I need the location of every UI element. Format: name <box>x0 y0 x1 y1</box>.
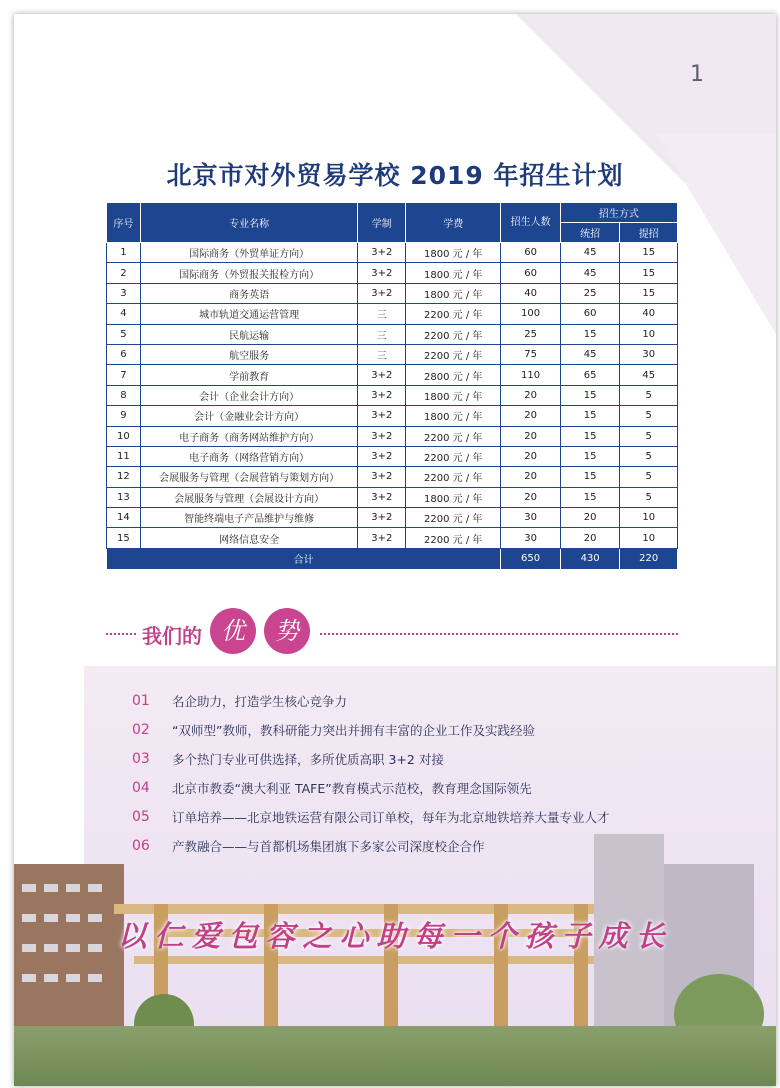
cell-major: 城市轨道交通运营管理 <box>140 304 358 324</box>
cell-unified: 15 <box>560 324 620 344</box>
cell-fee: 1800 元 / 年 <box>406 487 501 507</box>
brochure-sheet <box>14 14 776 1086</box>
advantage-text: 多个热门专业可供选择，多所优质高职 3+2 对接 <box>172 751 444 767</box>
advantage-text: “双师型”教师，教科研能力突出并拥有丰富的企业工作及实践经验 <box>172 722 535 738</box>
table-row <box>107 446 678 466</box>
cell-no: 6 <box>107 344 141 364</box>
highlight-circle-2: 势 <box>264 608 310 654</box>
cell-enroll: 20 <box>501 487 561 507</box>
table-row <box>107 406 678 426</box>
cell-enroll: 60 <box>501 243 561 263</box>
cell-fee: 1800 元 / 年 <box>406 406 501 426</box>
cell-selective: 10 <box>620 324 678 344</box>
cell-no: 9 <box>107 406 141 426</box>
cell-unified: 20 <box>560 528 620 548</box>
cell-major: 网络信息安全 <box>140 528 358 548</box>
advantage-item <box>132 802 610 831</box>
window <box>22 884 36 892</box>
advantage-text: 订单培养——北京地铁运营有限公司订单校，每年为北京地铁培养大量专业人才 <box>172 809 610 825</box>
advantages-list <box>132 686 610 860</box>
enrollment-table <box>106 202 678 570</box>
highlight-circle-1: 优 <box>210 608 256 654</box>
advantage-number: 03 <box>132 750 150 767</box>
cell-no: 13 <box>107 487 141 507</box>
cell-unified: 45 <box>560 243 620 263</box>
advantage-number: 04 <box>132 779 150 796</box>
cell-major: 会计（金融业会计方向） <box>140 406 358 426</box>
table-row <box>107 508 678 528</box>
cell-fee: 2800 元 / 年 <box>406 365 501 385</box>
advantage-number: 01 <box>132 692 150 709</box>
cell-duration: 3+2 <box>358 243 406 263</box>
advantage-item <box>132 773 610 802</box>
cell-fee: 1800 元 / 年 <box>406 263 501 283</box>
total-enroll: 650 <box>501 548 561 569</box>
cell-unified: 25 <box>560 283 620 303</box>
cell-duration: 3+2 <box>358 426 406 446</box>
cell-enroll: 30 <box>501 508 561 528</box>
cell-enroll: 20 <box>501 385 561 405</box>
table-row <box>107 283 678 303</box>
cell-no: 7 <box>107 365 141 385</box>
cell-duration: 三 <box>358 304 406 324</box>
slogan: 以仁爱包容之心助每一个孩子成长 <box>117 919 673 953</box>
cell-major: 商务英语 <box>140 283 358 303</box>
cell-unified: 65 <box>560 365 620 385</box>
cell-selective: 5 <box>620 406 678 426</box>
cell-unified: 15 <box>560 385 620 405</box>
dotted-divider-left <box>106 633 136 639</box>
header-no: 序号 <box>107 203 141 243</box>
cell-enroll: 30 <box>501 528 561 548</box>
cell-fee: 2200 元 / 年 <box>406 508 501 528</box>
advantage-item <box>132 686 610 715</box>
table-row <box>107 344 678 364</box>
advantage-text: 产教融合——与首都机场集团旗下多家公司深度校企合作 <box>172 838 485 854</box>
table-row <box>107 324 678 344</box>
advantage-text: 北京市教委“澳大利亚 TAFE”教育模式示范校，教育理念国际领先 <box>172 780 532 796</box>
page-title: 北京市对外贸易学校 2019 年招生计划 <box>166 161 624 190</box>
cell-unified: 15 <box>560 426 620 446</box>
cell-enroll: 110 <box>501 365 561 385</box>
window <box>44 974 58 982</box>
cell-duration: 三 <box>358 344 406 364</box>
advantage-number: 05 <box>132 808 150 825</box>
cell-no: 4 <box>107 304 141 324</box>
window <box>44 884 58 892</box>
table-row <box>107 487 678 507</box>
cell-duration: 3+2 <box>358 528 406 548</box>
total-label: 合计 <box>107 548 501 569</box>
advantages-title: 我们的 <box>142 624 202 648</box>
cell-unified: 15 <box>560 467 620 487</box>
cell-selective: 30 <box>620 344 678 364</box>
cell-major: 电子商务（网络营销方向） <box>140 446 358 466</box>
advantage-item <box>132 715 610 744</box>
dotted-divider-right <box>320 633 678 639</box>
advantages-heading <box>14 612 776 658</box>
cell-enroll: 20 <box>501 426 561 446</box>
cell-no: 11 <box>107 446 141 466</box>
cell-unified: 45 <box>560 263 620 283</box>
header-enroll: 招生人数 <box>501 203 561 243</box>
header-fee: 学费 <box>406 203 501 243</box>
cell-no: 2 <box>107 263 141 283</box>
cell-fee: 2200 元 / 年 <box>406 324 501 344</box>
cell-duration: 3+2 <box>358 446 406 466</box>
cell-unified: 15 <box>560 446 620 466</box>
cell-unified: 15 <box>560 406 620 426</box>
table-row <box>107 467 678 487</box>
cell-selective: 5 <box>620 446 678 466</box>
cell-enroll: 100 <box>501 304 561 324</box>
cell-fee: 2200 元 / 年 <box>406 528 501 548</box>
cell-duration: 3+2 <box>358 385 406 405</box>
cell-duration: 3+2 <box>358 508 406 528</box>
cell-major: 国际商务（外贸单证方向） <box>140 243 358 263</box>
advantage-number: 06 <box>132 837 150 854</box>
cell-fee: 1800 元 / 年 <box>406 243 501 263</box>
cell-enroll: 20 <box>501 406 561 426</box>
table-row <box>107 365 678 385</box>
table-row <box>107 385 678 405</box>
pergola-beam <box>114 904 594 914</box>
cell-duration: 3+2 <box>358 263 406 283</box>
cell-unified: 45 <box>560 344 620 364</box>
cell-duration: 3+2 <box>358 365 406 385</box>
total-row <box>107 548 678 569</box>
cell-no: 3 <box>107 283 141 303</box>
cell-fee: 1800 元 / 年 <box>406 283 501 303</box>
table-row <box>107 243 678 263</box>
table-row <box>107 304 678 324</box>
cell-no: 12 <box>107 467 141 487</box>
cell-major: 民航运输 <box>140 324 358 344</box>
cell-selective: 5 <box>620 426 678 446</box>
cell-enroll: 25 <box>501 324 561 344</box>
cell-major: 智能终端电子产品维护与维修 <box>140 508 358 528</box>
cell-selective: 45 <box>620 365 678 385</box>
cell-selective: 40 <box>620 304 678 324</box>
cell-major: 会展服务与管理（会展营销与策划方向） <box>140 467 358 487</box>
cell-no: 1 <box>107 243 141 263</box>
cell-selective: 15 <box>620 263 678 283</box>
header-selective: 提招 <box>620 223 678 243</box>
cell-duration: 3+2 <box>358 283 406 303</box>
advantage-item <box>132 744 610 773</box>
advantage-text: 名企助力，打造学生核心竞争力 <box>172 693 348 709</box>
cell-enroll: 60 <box>501 263 561 283</box>
campus-photo <box>14 854 776 1086</box>
cell-major: 国际商务（外贸报关报检方向） <box>140 263 358 283</box>
cell-major: 电子商务（商务网站维护方向） <box>140 426 358 446</box>
total-unified: 430 <box>560 548 620 569</box>
cell-no: 5 <box>107 324 141 344</box>
cell-fee: 2200 元 / 年 <box>406 304 501 324</box>
cell-duration: 三 <box>358 324 406 344</box>
header-unified: 统招 <box>560 223 620 243</box>
pergola-beam <box>134 956 594 964</box>
cell-duration: 3+2 <box>358 467 406 487</box>
cell-fee: 2200 元 / 年 <box>406 344 501 364</box>
window <box>66 974 80 982</box>
cell-major: 会展服务与管理（会展设计方向） <box>140 487 358 507</box>
cell-no: 14 <box>107 508 141 528</box>
cell-selective: 5 <box>620 487 678 507</box>
header-major: 专业名称 <box>140 203 358 243</box>
cell-selective: 10 <box>620 528 678 548</box>
table-row <box>107 426 678 446</box>
cell-selective: 10 <box>620 508 678 528</box>
cell-unified: 15 <box>560 487 620 507</box>
cell-no: 15 <box>107 528 141 548</box>
cell-unified: 20 <box>560 508 620 528</box>
cell-duration: 3+2 <box>358 487 406 507</box>
cell-selective: 5 <box>620 467 678 487</box>
cell-selective: 15 <box>620 243 678 263</box>
cell-fee: 2200 元 / 年 <box>406 467 501 487</box>
window <box>66 884 80 892</box>
advantage-number: 02 <box>132 721 150 738</box>
table-row <box>107 263 678 283</box>
cell-enroll: 40 <box>501 283 561 303</box>
window <box>22 974 36 982</box>
lawn <box>14 1026 776 1086</box>
cell-fee: 2200 元 / 年 <box>406 426 501 446</box>
header-method: 招生方式 <box>560 203 677 223</box>
cell-selective: 15 <box>620 283 678 303</box>
cell-major: 航空服务 <box>140 344 358 364</box>
header-duration: 学制 <box>358 203 406 243</box>
cell-selective: 5 <box>620 385 678 405</box>
cell-major: 学前教育 <box>140 365 358 385</box>
cell-major: 会计（企业会计方向） <box>140 385 358 405</box>
cell-duration: 3+2 <box>358 406 406 426</box>
cell-unified: 60 <box>560 304 620 324</box>
cell-no: 10 <box>107 426 141 446</box>
table-body <box>107 243 678 549</box>
cell-fee: 2200 元 / 年 <box>406 446 501 466</box>
cell-no: 8 <box>107 385 141 405</box>
page-number: 1 <box>690 62 704 87</box>
total-selective: 220 <box>620 548 678 569</box>
table-row <box>107 528 678 548</box>
cell-fee: 1800 元 / 年 <box>406 385 501 405</box>
cell-enroll: 75 <box>501 344 561 364</box>
cell-enroll: 20 <box>501 467 561 487</box>
cell-enroll: 20 <box>501 446 561 466</box>
